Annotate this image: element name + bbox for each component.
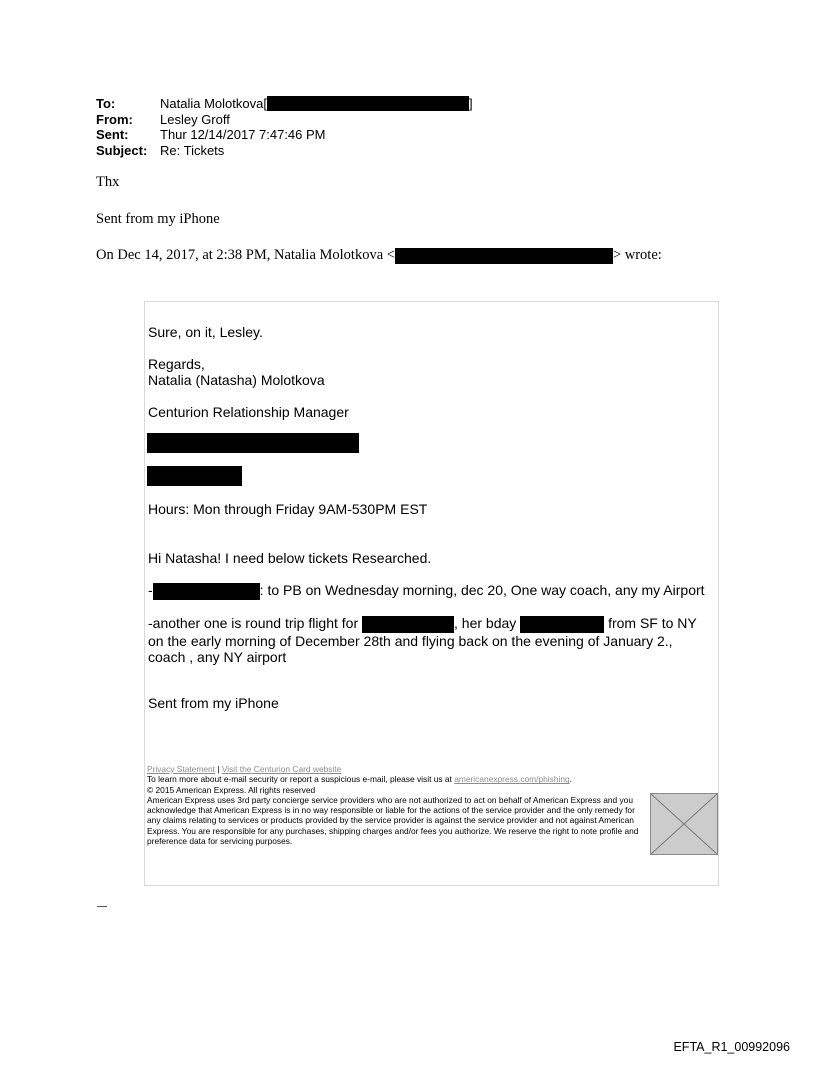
sent-label: Sent: — [96, 127, 129, 142]
redaction-block — [147, 433, 359, 453]
redaction-block — [153, 583, 260, 600]
to-label: To: — [96, 96, 116, 111]
disclaimer-text: American Express uses 3rd party concierge service providers who are not authorized to act on behalf of American Express and you acknowledge that American Express is in no way responsible or liable for the actions of the service provider and the only remedy for any claims relating to services or products provided by the service provider is against the service provider and not against American Express. You are responsible for any purchases, shipping charges and/or fees you authorize. We reserve the right to note profile and preference data for servicing purposes. — [147, 794, 639, 847]
redaction-block — [520, 616, 604, 633]
item2-part-a: -another one is round trip flight for — [148, 615, 359, 631]
subject-value: Re: Tickets — [160, 142, 225, 158]
phishing-link[interactable]: americanexpress.com/phishing — [454, 774, 570, 785]
quoted-message — [144, 301, 719, 886]
item2-part-c: from SF to NY on the early morning of December 28th and flying back on the evening of January 2., coach , any NY airport — [148, 615, 697, 666]
to-close-bracket: ] — [468, 96, 473, 111]
quote-intro-end: > wrote: — [612, 247, 662, 263]
reply-body: Thx — [96, 174, 120, 190]
copyright-text: © 2015 American Express. All rights reserved — [147, 784, 316, 795]
link-separator: | — [217, 764, 220, 774]
quoted-item-2 — [148, 615, 704, 666]
subject-row — [96, 143, 473, 159]
quoted-greeting: Hi Natasha! I need below tickets Researched. — [148, 550, 432, 566]
to-value: Natalia Molotkova[ — [160, 96, 267, 111]
quoted-hours: Hours: Mon through Friday 9AM-530PM EST — [148, 501, 428, 517]
sent-row — [96, 127, 473, 143]
document-id: EFTA_R1_00992096 — [673, 1040, 790, 1054]
quote-intro — [96, 247, 662, 264]
quoted-sent-from: Sent from my iPhone — [148, 695, 279, 711]
redaction-block — [362, 616, 454, 633]
item2-part-b: , her bday — [454, 615, 517, 631]
quote-intro-start: On Dec 14, 2017, at 2:38 PM, Natalia Molotkova < — [96, 247, 395, 263]
subject-label: Subject: — [96, 142, 148, 158]
quoted-regards: Regards, — [148, 356, 205, 372]
sent-value: Thur 12/14/2017 7:47:46 PM — [160, 127, 326, 142]
reply-signature: Sent from my iPhone — [96, 211, 220, 227]
item1-text: : to PB on Wednesday morning, dec 20, One way coach, any my Airport — [259, 582, 705, 598]
broken-image-placeholder-icon — [650, 793, 718, 855]
email-header — [96, 96, 473, 158]
from-value: Lesley Groff — [160, 111, 230, 127]
quoted-line-1: Sure, on it, Lesley. — [148, 324, 263, 340]
scan-mark — [97, 906, 107, 907]
redaction-block — [395, 248, 613, 264]
security-text: To learn more about e-mail security or report a suspicious e-mail, please visit us at — [147, 774, 452, 785]
quoted-name: Natalia (Natasha) Molotkova — [148, 372, 325, 388]
centurion-website-link[interactable]: Visit the Centurion Card website — [221, 764, 342, 774]
from-label: From: — [96, 111, 133, 127]
redaction-block — [147, 466, 242, 486]
amex-footer: Privacy Statement | Visit the Centurion Card website To learn more about e-mail security or report a suspicious e-mail, please visit us at americanexpress.com/phishing. © 2015 American Express. All rights reserved American Express uses 3rd party concierge service providers who are not authorized to act on behalf of American Express and you acknowledge that American Express is in no way responsible or liable for the actions of the service provider and the only remedy for any claims relating to services or products provided by the service provider is against the service provider and not against American Express. You are responsible for any purchases, shipping charges and/or fees you authorize. We reserve the right to note profile and preference data for servicing purposes. — [147, 764, 647, 846]
to-row — [96, 96, 473, 112]
from-row — [96, 112, 473, 128]
item1-prefix: - — [148, 582, 153, 598]
quoted-title: Centurion Relationship Manager — [148, 404, 349, 420]
quoted-item-1 — [148, 582, 705, 600]
redaction-block — [267, 96, 469, 111]
privacy-statement-link[interactable]: Privacy Statement — [147, 764, 215, 774]
